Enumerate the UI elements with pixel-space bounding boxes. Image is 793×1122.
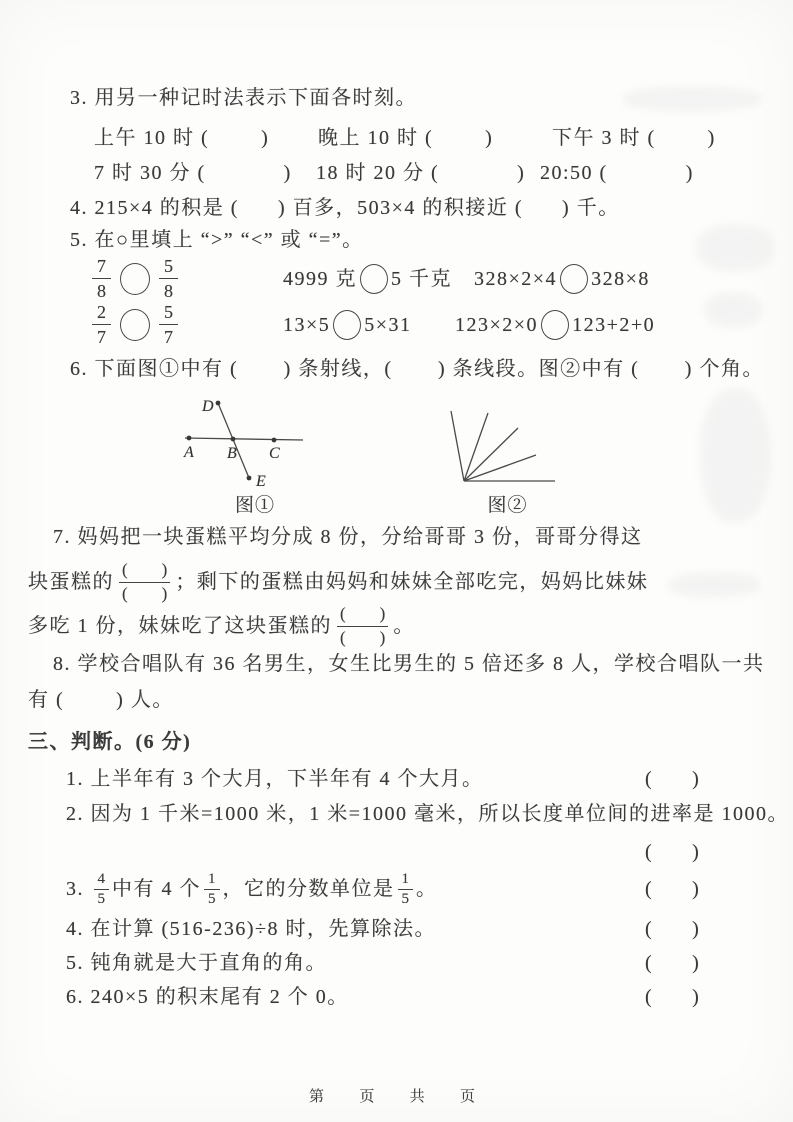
point-label-E: E <box>256 473 266 490</box>
judge-item-1: 1. 上半年有 3 个大月，下半年有 4 个大月。 <box>66 768 484 790</box>
figure2-angle-diagram <box>440 395 570 487</box>
q4-text: 4. 215×4 的积是 ( ) 百多，503×4 的积接近 ( ) 千。 <box>70 197 620 219</box>
q7-line1: 7. 妈妈把一块蛋糕平均分成 8 份，分给哥哥 3 份，哥哥分得这 <box>53 526 643 548</box>
page-footer: 第 页 共 页 <box>308 1088 484 1105</box>
blank-fraction: ( ) ( ) <box>337 605 388 647</box>
q7-line3: 多吃 1 份，妹妹吃了这块蛋糕的 ( ) ( ) 。 <box>28 603 415 647</box>
q5-row1-comparison-2: 4999 克 5 千克 <box>283 264 452 294</box>
comparison-circle <box>541 310 569 340</box>
q3-row1-cell-2: 晚上 10 时 ( ) <box>318 127 494 149</box>
figure1-line-diagram <box>175 390 335 500</box>
comparison-circle <box>333 310 361 340</box>
fraction: $\frac{7}{8}$ <box>92 256 111 301</box>
q8-line1: 8. 学校合唱队有 36 名男生，女生比男生的 5 倍还多 8 人，学校合唱队一共 <box>53 653 765 675</box>
judge-item-6: 6. 240×5 的积末尾有 2 个 0。 <box>66 986 349 1008</box>
point-label-A: A <box>184 444 194 461</box>
q6-text: 6. 下面图①中有 ( ) 条射线，( ) 条线段。图②中有 ( ) 个角。 <box>70 358 764 380</box>
q5-row2-comparison-3: 123×2×0 123+2+0 <box>455 310 655 340</box>
bleed-through-mark <box>696 224 774 272</box>
fraction: 1 5 <box>398 871 414 908</box>
fraction: $\frac{5}{7}$ <box>159 302 178 347</box>
q5-row2-fraction-comparison <box>92 302 178 347</box>
judge-item-3: 3. 4 5 中有 4 个 1 5 ，它的分数单位是 1 5 。 <box>66 870 438 907</box>
point-label-B: B <box>227 445 237 462</box>
judge-item-2: 2. 因为 1 千米=1000 米，1 米=1000 毫米，所以长度单位间的进率是 1000。 <box>66 803 790 825</box>
q8-line2: 有 ( ) 人。 <box>28 689 174 711</box>
judge-item-4: 4. 在计算 (516-236)÷8 时，先算除法。 <box>66 918 436 940</box>
q3-row1-cell-1: 上午 10 时 ( ) <box>94 127 270 149</box>
judge-item-5: 5. 钝角就是大于直角的角。 <box>66 952 327 974</box>
comparison-circle <box>360 264 388 294</box>
comparison-circle <box>120 263 150 295</box>
comparison-circle <box>560 264 588 294</box>
judge-item-4-answer-blank: ( ) <box>645 918 701 940</box>
q5-row1-comparison-3: 328×2×4 328×8 <box>474 264 650 294</box>
fraction: $\frac{5}{8}$ <box>159 256 178 301</box>
judge-item-6-answer-blank: ( ) <box>645 986 701 1008</box>
fraction: 4 5 <box>94 871 110 908</box>
comparison-circle <box>120 309 150 341</box>
fraction: 1 5 <box>204 871 220 908</box>
q3-row2-cell-2: 18 时 20 分 ( ) <box>316 162 526 184</box>
q5-row2-comparison-2: 13×5 5×31 <box>283 310 412 340</box>
judge-section-heading: 三、判断。(6 分) <box>28 731 192 753</box>
bleed-through-mark <box>668 572 760 598</box>
q7-line2: 块蛋糕的 ( ) ( ) ；剩下的蛋糕由妈妈和妹妹全部吃完，妈妈比妹妹 <box>28 559 649 603</box>
figure2-caption: 图② <box>487 495 528 516</box>
point-label-C: C <box>269 445 280 462</box>
q3-title: 3. 用另一种记时法表示下面各时刻。 <box>70 87 417 109</box>
q3-row1-cell-3: 下午 3 时 ( ) <box>552 127 716 149</box>
q5-title: 5. 在○里填上 “>” “<” 或 “=”。 <box>70 229 364 251</box>
bleed-through-mark <box>700 388 770 523</box>
q3-row2-cell-1: 7 时 30 分 ( ) <box>94 162 292 184</box>
q3-row2-cell-3: 20:50 ( ) <box>540 162 694 184</box>
q5-row1-fraction-comparison <box>92 256 178 301</box>
figure1-caption: 图① <box>234 495 275 516</box>
bleed-through-mark <box>622 86 762 112</box>
judge-item-2-answer-blank: ( ) <box>645 841 701 863</box>
judge-item-1-answer-blank: ( ) <box>645 768 701 790</box>
point-label-D: D <box>202 398 214 415</box>
blank-fraction: ( ) ( ) <box>119 561 170 603</box>
fraction: $\frac{2}{7}$ <box>92 302 111 347</box>
judge-item-5-answer-blank: ( ) <box>645 952 701 974</box>
bleed-through-mark <box>704 292 762 328</box>
judge-item-3-answer-blank: ( ) <box>645 878 701 900</box>
